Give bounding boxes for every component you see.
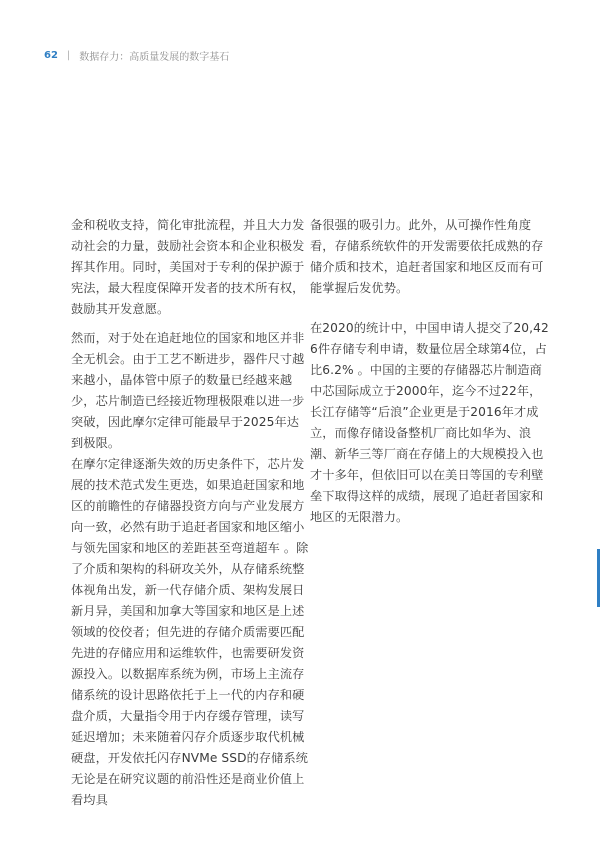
paragraph: 在2020的统计中，中国申请人提交了20,426件存储专利申请，数量位居全球第4位，占比6.2% 。中国的主要的存储器芯片制造商中芯国际成立于2000年，迄今不过22年，长江存储等“后浪”企业更是于2016年才成立，而像存储设备整机厂商比如华为、浪潮、新华三等厂商在存储上的大规模投入也才十多年，但依旧可以在美日等国的专利壁垒下取得这样的成绩，展现了追赶者国家和地区的无限潜力。 (310, 321, 549, 524)
paragraph: 然而，对于处在追赶地位的国家和地区并非全无机会。由于工艺不断进步，器件尺寸越来越小，晶体管中原子的数量已经越来越少，芯片制造已经接近物理极限难以进一步突破，因此摩尔定律可能最早于2025年达到极限。 (71, 331, 305, 450)
header-separator: | (66, 50, 71, 61)
right-column (310, 215, 550, 528)
header-title: 数据存力：高质量发展的数字基石 (79, 52, 230, 63)
paragraph: 在摩尔定律逐渐失效的历史条件下，芯片发展的技术范式发生更迭，如果追赶国家和地区的前瞻性的存储器投资方向与产业发展方向一致，必然有助于追赶者国家和地区缩小与领先国家和地区的差距甚至弯道超车 。除了介质和架构的科研攻关外，从存储系统整体视角出发，新一代存储介质、架构发展日新月异，美国和加拿大等国家和地区是上述领域的佼佼者；但先进的存储介质需要匹配先进的存储应用和运维软件，也需要研发资源投入。以数据库系统为例，市场上主流存储系统的设计思路依托于上一代的内存和硬盘介质，大量指令用于内存缓存管理，读写延迟增加；未来随着闪存介质逐步取代机械硬盘，开发依托闪存NVMe SSD的存储系统无论是在研究议题的前沿性还是商业价值上看均具 (71, 457, 309, 807)
paragraph: 金和税收支持，简化审批流程，并且大力发动社会的力量，鼓励社会资本和企业积极发挥其作用。同时，美国对于专利的保护源于宪法，最大程度保障开发者的技术所有权，鼓励其开发意愿。 (71, 218, 305, 316)
page-header (44, 48, 229, 63)
page-number: 62 (44, 50, 58, 61)
paragraph: 备很强的吸引力。此外，从可操作性角度看，存储系统软件的开发需要依托成熟的存储介质和技术，追赶者国家和地区反而有可能掌握后发优势。 (310, 218, 544, 295)
left-column (71, 215, 311, 811)
